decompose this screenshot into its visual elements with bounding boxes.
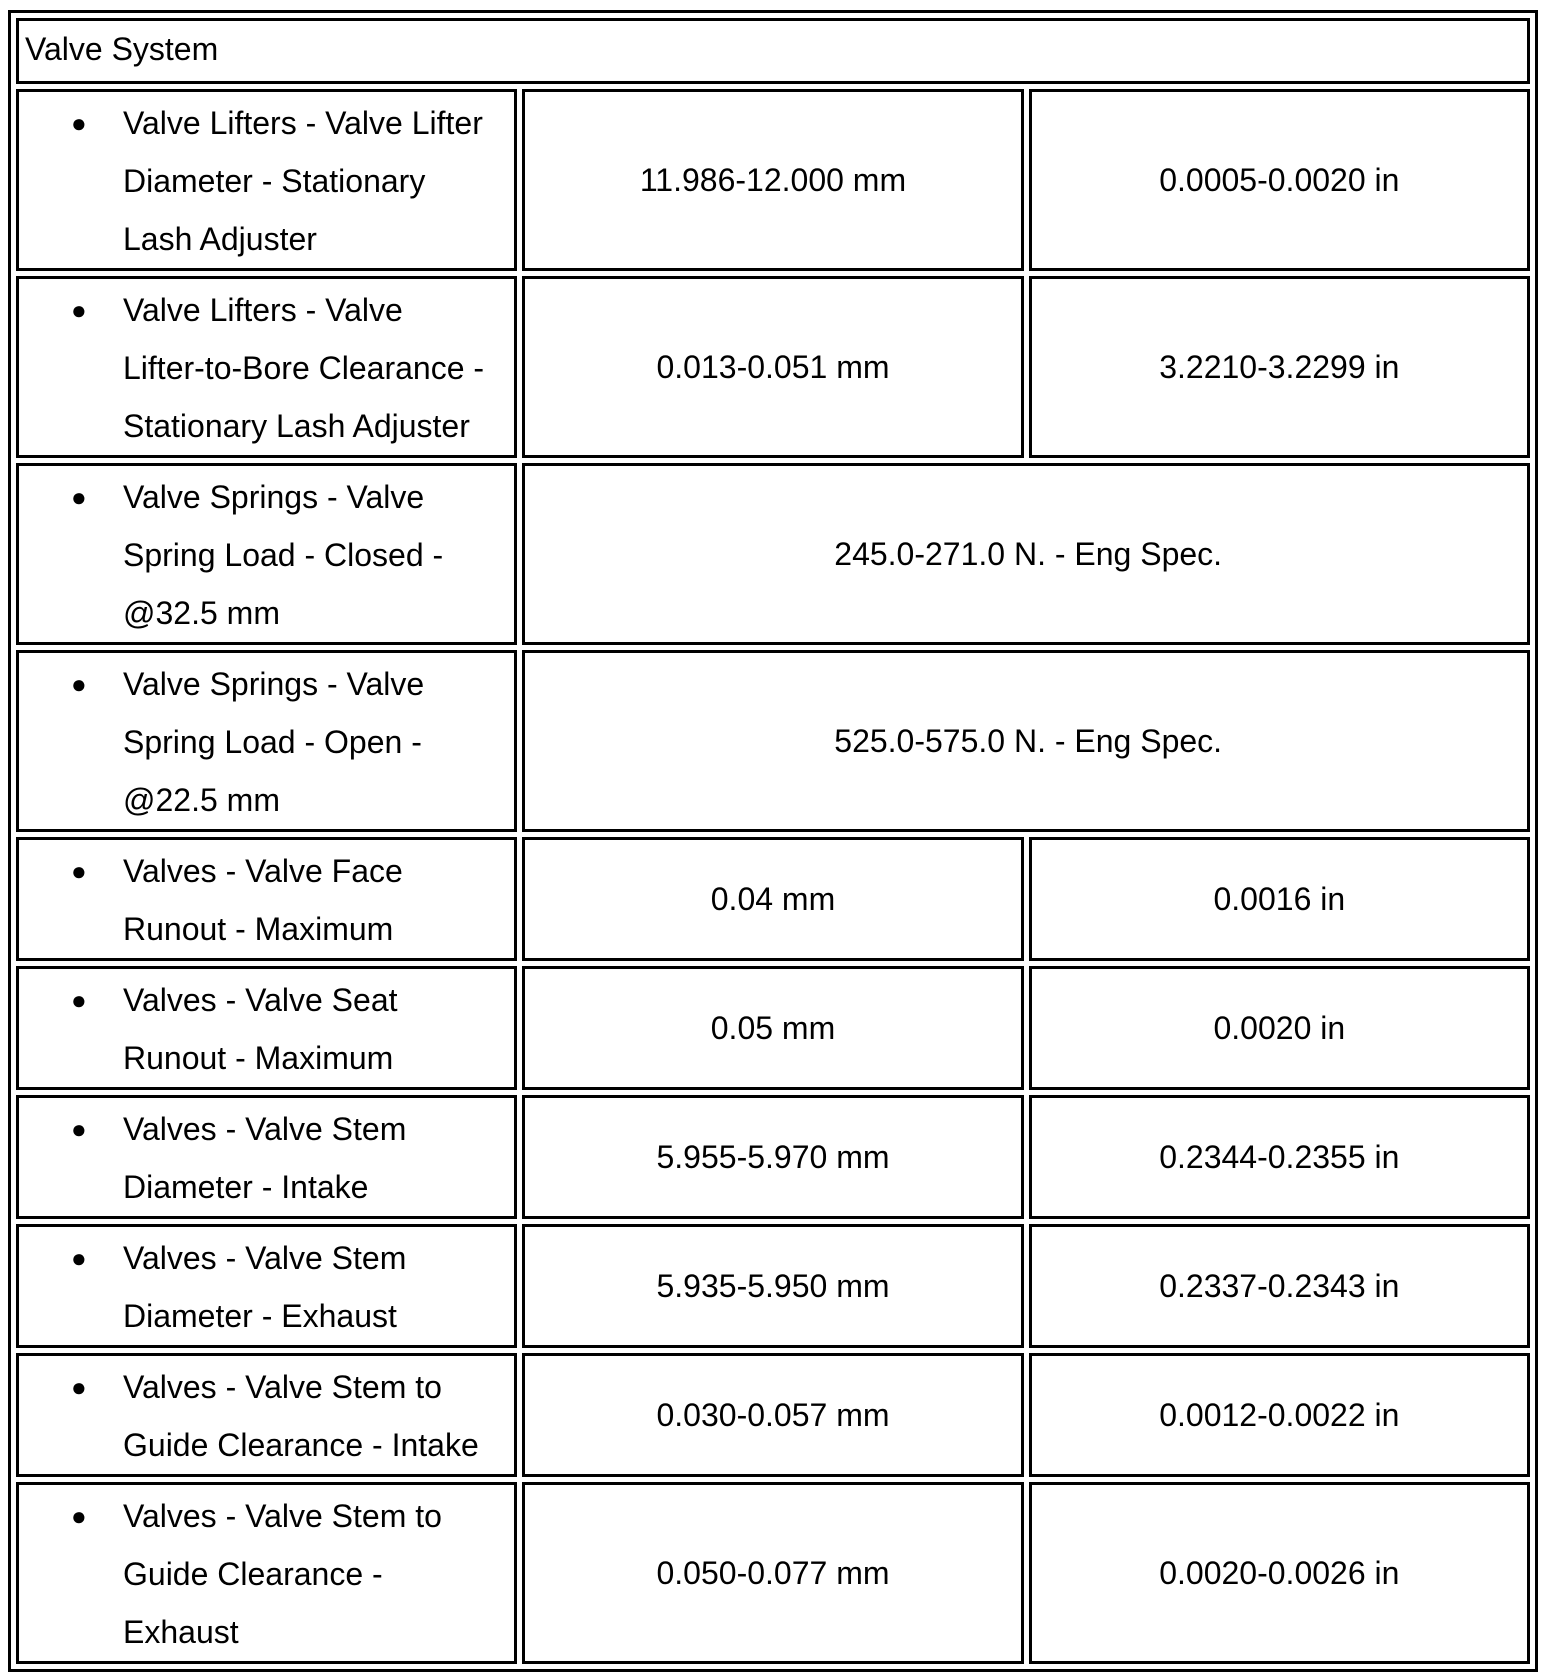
table-row	[16, 463, 1530, 645]
english-value: 0.0012-0.0022 in	[1029, 1353, 1530, 1477]
bullet-icon: ●	[71, 1372, 87, 1402]
metric-value: 5.935-5.950 mm	[522, 1224, 1023, 1348]
combined-value-cell	[522, 463, 1530, 645]
metric-value: 11.986-12.000 mm	[522, 89, 1023, 271]
table-row	[16, 1353, 1530, 1477]
combined-value: 525.0-575.0 N. - Eng Spec.	[834, 723, 1223, 759]
spec-description-cell	[16, 276, 517, 458]
spec-description-cell	[16, 89, 517, 271]
spec-description-cell	[16, 1095, 517, 1219]
table-row	[16, 966, 1530, 1090]
bullet-icon: ●	[71, 1243, 87, 1273]
bullet-icon: ●	[71, 985, 87, 1015]
english-value: 0.2344-0.2355 in	[1029, 1095, 1530, 1219]
english-value: 0.0005-0.0020 in	[1029, 89, 1530, 271]
valve-system-spec-table	[8, 10, 1538, 1672]
spec-description: Valve Lifters - Valve Lifter Diameter - Stationary Lash Adjuster	[123, 105, 483, 257]
table-row	[16, 650, 1530, 832]
bullet-icon: ●	[71, 295, 87, 325]
bullet-icon: ●	[71, 669, 87, 699]
spec-description: Valves - Valve Stem to Guide Clearance - Intake	[123, 1369, 479, 1463]
bullet-icon: ●	[71, 1114, 87, 1144]
combined-value-cell	[522, 650, 1530, 832]
spec-description-cell	[16, 1482, 517, 1664]
spec-description: Valve Lifters - Valve Lifter-to-Bore Clearance - Stationary Lash Adjuster	[123, 292, 485, 444]
english-value: 0.0020 in	[1029, 966, 1530, 1090]
bullet-icon: ●	[71, 1501, 87, 1531]
section-header-row	[16, 18, 1530, 84]
table-row	[16, 1095, 1530, 1219]
english-value: 0.0020-0.0026 in	[1029, 1482, 1530, 1664]
bullet-icon: ●	[71, 856, 87, 886]
spec-description: Valves - Valve Stem to Guide Clearance - Exhaust	[123, 1498, 442, 1650]
english-value: 3.2210-3.2299 in	[1029, 276, 1530, 458]
bullet-icon: ●	[71, 482, 87, 512]
english-value: 0.2337-0.2343 in	[1029, 1224, 1530, 1348]
spec-description: Valve Springs - Valve Spring Load - Open - @22.5 mm	[123, 666, 425, 818]
metric-value: 0.05 mm	[522, 966, 1023, 1090]
spec-description-cell	[16, 1224, 517, 1348]
metric-value: 0.030-0.057 mm	[522, 1353, 1023, 1477]
metric-value: 5.955-5.970 mm	[522, 1095, 1023, 1219]
spec-description-cell	[16, 463, 517, 645]
table-row	[16, 1482, 1530, 1664]
spec-description: Valves - Valve Stem Diameter - Exhaust	[123, 1240, 407, 1334]
table-row	[16, 276, 1530, 458]
table-row	[16, 837, 1530, 961]
table-row	[16, 89, 1530, 271]
spec-description-cell	[16, 837, 517, 961]
metric-value: 0.050-0.077 mm	[522, 1482, 1023, 1664]
spec-description-cell	[16, 650, 517, 832]
section-title-cell	[16, 18, 1530, 84]
english-value: 0.0016 in	[1029, 837, 1530, 961]
section-title: Valve System	[25, 31, 219, 67]
metric-value: 0.013-0.051 mm	[522, 276, 1023, 458]
table-row	[16, 1224, 1530, 1348]
combined-value: 245.0-271.0 N. - Eng Spec.	[834, 536, 1223, 572]
spec-description-cell	[16, 966, 517, 1090]
spec-description: Valves - Valve Face Runout - Maximum	[123, 853, 403, 947]
bullet-icon: ●	[71, 108, 87, 138]
spec-description: Valves - Valve Seat Runout - Maximum	[123, 982, 398, 1076]
spec-description: Valves - Valve Stem Diameter - Intake	[123, 1111, 407, 1205]
spec-description-cell	[16, 1353, 517, 1477]
spec-description: Valve Springs - Valve Spring Load - Closed - @32.5 mm	[123, 479, 444, 631]
metric-value: 0.04 mm	[522, 837, 1023, 961]
